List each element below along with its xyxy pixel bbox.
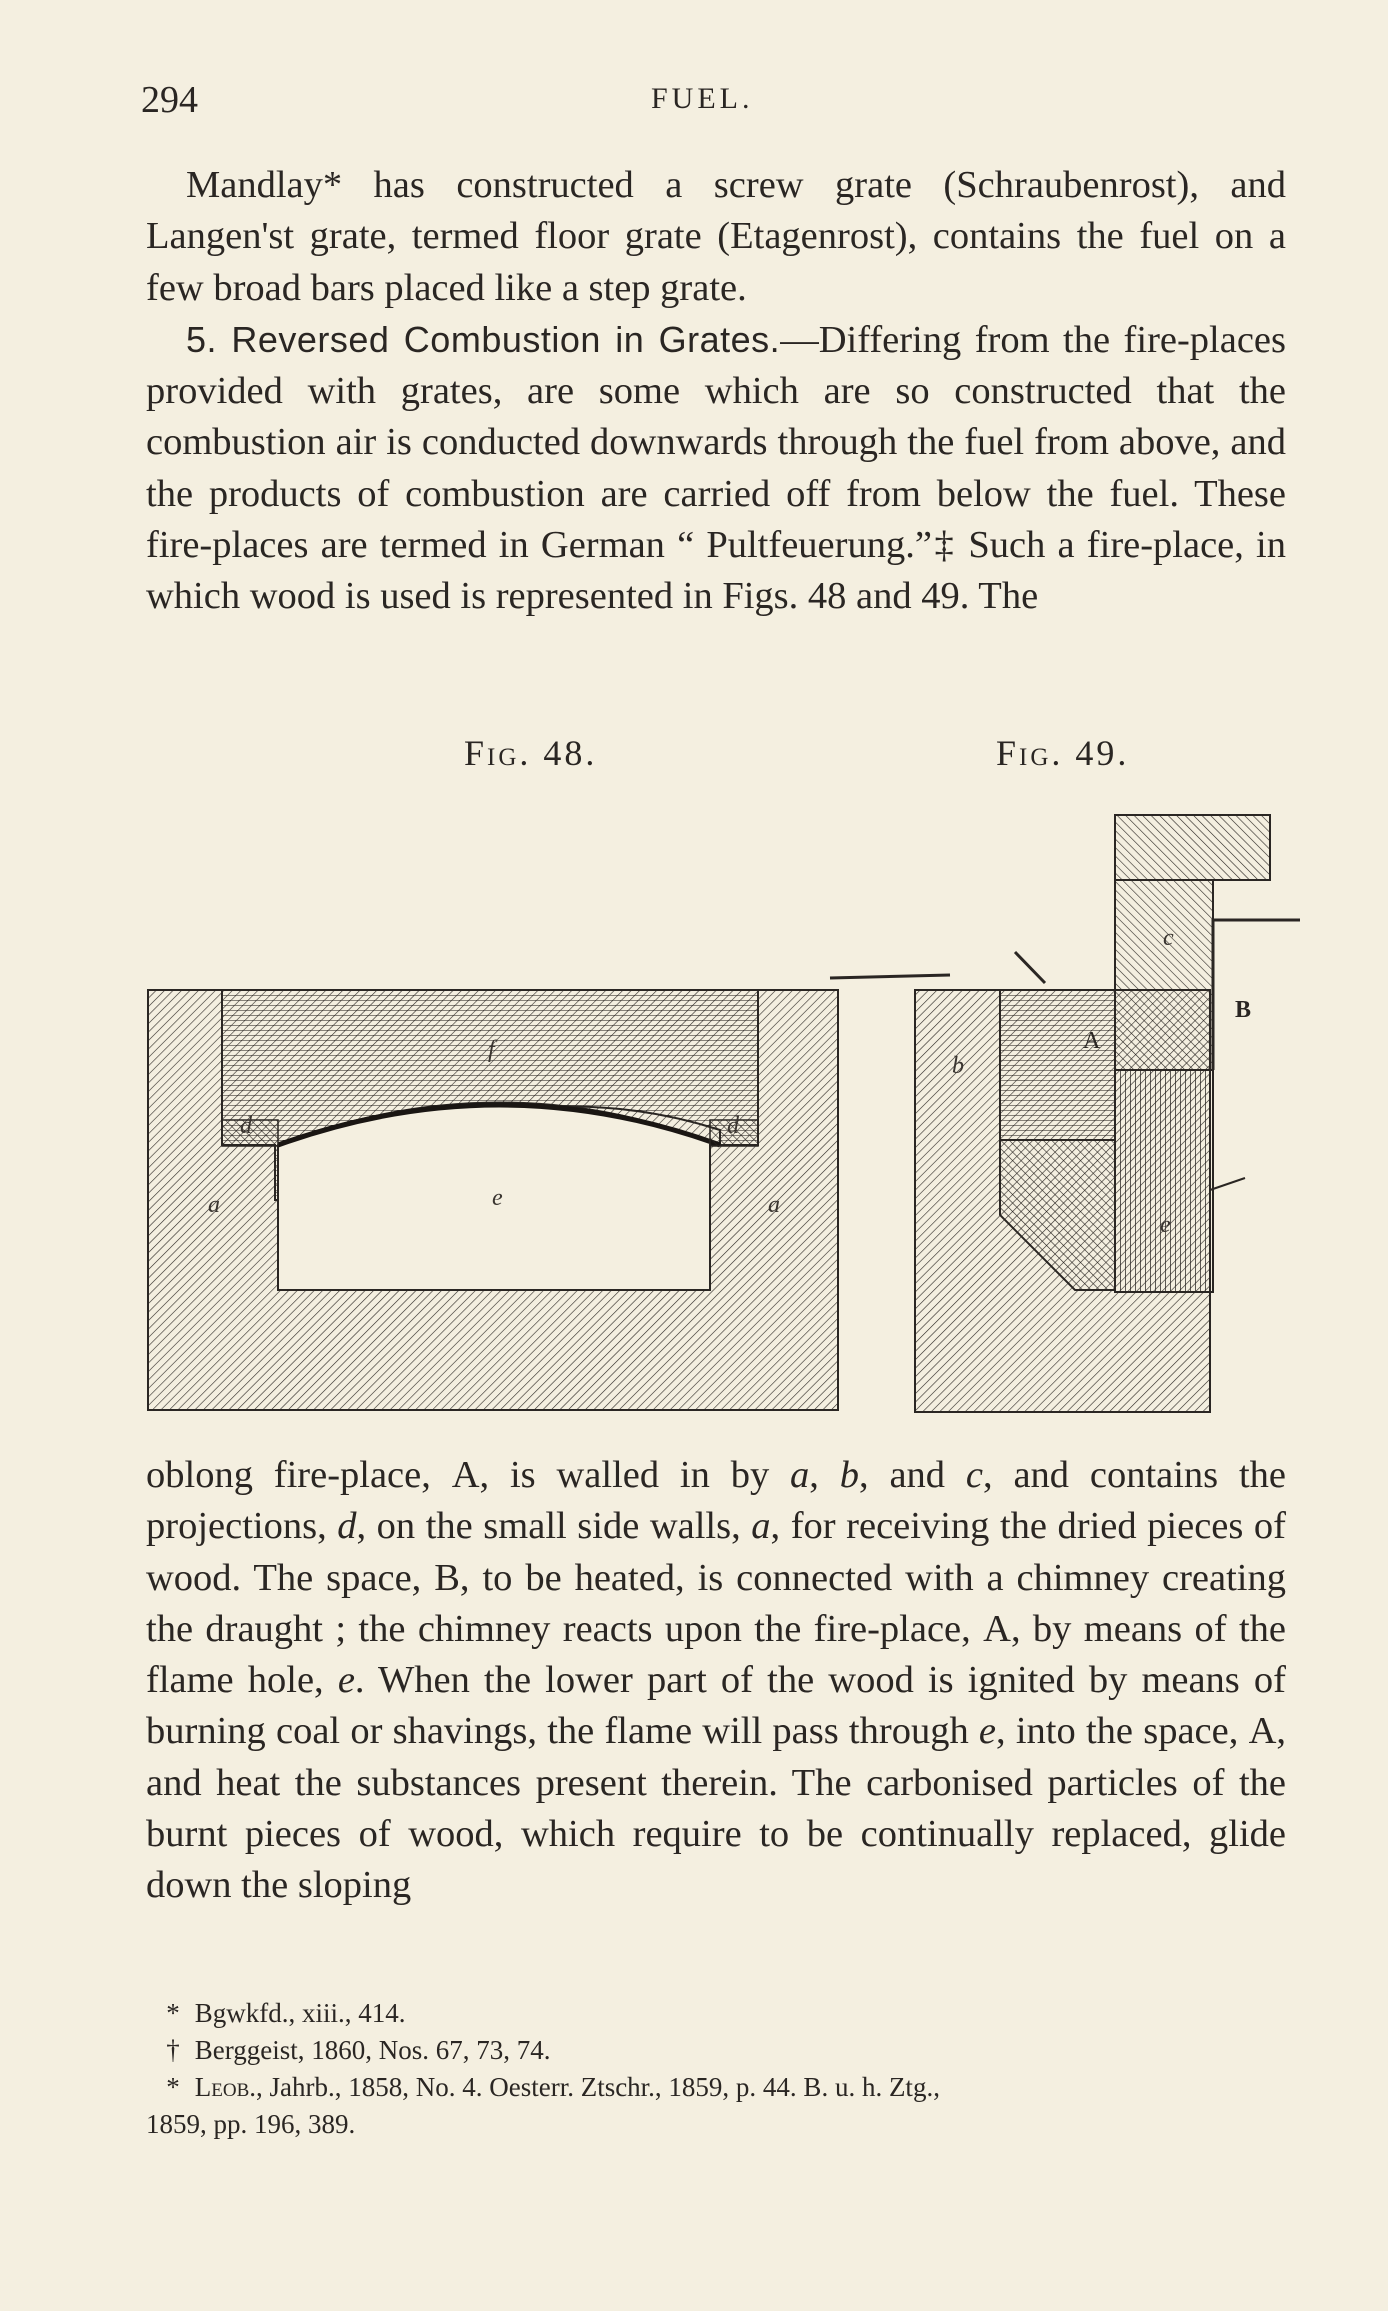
fig49-label-c: c xyxy=(1163,925,1174,951)
fig49-pointer xyxy=(1015,952,1045,983)
ref-B: B xyxy=(434,1556,460,1599)
ref-a: a xyxy=(790,1454,810,1496)
text-run: , for receiving the dried pieces of wood. The space, xyxy=(146,1505,1286,1599)
fig49-chimney-top xyxy=(1115,815,1270,880)
fig49-caption: Fig. 49. xyxy=(996,733,1130,773)
footnote-3-continued: 1859, pp. 196, 389. xyxy=(146,2109,356,2139)
fig48-label-a-right: a xyxy=(768,1192,780,1218)
fig-connector-line xyxy=(830,975,950,978)
paragraph-2-body: —Differing from the fire-places provided with grates, are some which are so constructed that the combustion air is conducted downwards through the fuel from above, and the products of combustion are carried off from below the fuel. These fire-places are termed in German “ Pultfeuerung.”‡ Such a fire-place, in which wood is used is represented in Figs. 48 and 49. The xyxy=(146,318,1286,618)
ref-d: d xyxy=(337,1505,357,1548)
fig49-label-B: B xyxy=(1235,997,1252,1023)
fig49-arrow xyxy=(1210,1178,1245,1190)
footnote-mark: * xyxy=(166,2072,180,2102)
footnote-1 xyxy=(146,1995,1296,2032)
ref-A: A xyxy=(1248,1710,1277,1753)
text-run: , and heat the substances present therein. The carbonised particles of the burnt pieces of wood, which require to be continually replaced, glide down the sloping xyxy=(146,1710,1286,1907)
footnote-text: , Jahrb., 1858, No. 4. Oesterr. Ztschr., 1859, p. 44. B. u. h. Ztg., xyxy=(256,2072,940,2102)
fig48-label-f: f xyxy=(488,1037,495,1063)
text-run: , into the space, xyxy=(996,1710,1249,1753)
upper-text-block xyxy=(146,160,1286,623)
page-number: 294 xyxy=(141,79,198,121)
paragraph-1: Mandlay* has constructed a screw grate (Schraubenrost), and Langen'st grate, termed floor grate (Etagenrost), contains the fuel on a few broad bars placed like a step grate. xyxy=(146,164,1286,309)
fig49-label-b: b xyxy=(952,1053,964,1079)
fig49-flame-hole xyxy=(1115,1070,1213,1292)
page-header xyxy=(141,78,1291,128)
fig49-chimney-c xyxy=(1115,880,1213,1070)
fig48-label-d-right: d xyxy=(727,1113,739,1139)
section-heading: 5. Reversed Combustion in Grates. xyxy=(186,318,781,360)
footnote-abbrev: Leob. xyxy=(194,2072,256,2102)
text-run: oblong fire-place, xyxy=(146,1454,452,1496)
fig49-space-b-wall xyxy=(1213,920,1300,1070)
fig48-drawing xyxy=(148,990,838,1410)
text-run: , to be heated, is connected with a chimney creating the draught ; the chimney reacts upon the fire-place, xyxy=(146,1556,1286,1650)
text-run: , is walled in by xyxy=(479,1454,791,1496)
footnote-text: Bgwkfd., xiii., 414. xyxy=(194,1998,406,2028)
text-run: , on the small side walls, xyxy=(356,1505,752,1548)
footnote-2 xyxy=(146,2032,1296,2069)
ref-c: c xyxy=(965,1454,983,1496)
running-title: FUEL. xyxy=(651,82,754,115)
figures-illustration xyxy=(100,800,1300,1440)
footnote-3 xyxy=(146,2069,1296,2106)
fig48-label-e: e xyxy=(492,1185,503,1211)
fig48-label-d-left: d xyxy=(240,1113,252,1139)
footnote-mark: * xyxy=(166,1998,180,2028)
footnote-mark: † xyxy=(166,2035,180,2065)
fig49-drawing xyxy=(915,815,1300,1412)
ref-A: A xyxy=(451,1454,480,1496)
text-run: , by means of the flame hole, xyxy=(146,1607,1286,1702)
ref-A: A xyxy=(983,1607,1011,1650)
ref-b: b xyxy=(839,1454,860,1496)
text-run: , and contains the projections, xyxy=(146,1454,1287,1548)
footnotes xyxy=(146,1995,1296,2143)
paragraph-2 xyxy=(146,314,1286,623)
fig49-label-A: A xyxy=(1083,1028,1101,1054)
ref-e: e xyxy=(978,1710,997,1753)
ref-a: a xyxy=(751,1505,771,1548)
fig48-caption: Fig. 48. xyxy=(464,733,598,773)
fig48-label-a-left: a xyxy=(208,1192,220,1218)
fig49-label-e: e xyxy=(1160,1212,1171,1238)
footnote-text: Berggeist, 1860, Nos. 67, 73, 74. xyxy=(194,2035,551,2065)
text-run: . When the lower part of the wood is ignited by means of burning coal or shavings, the flame will pass through xyxy=(146,1659,1286,1753)
ref-e: e xyxy=(337,1659,355,1702)
paragraph-3: oblong fire-place, A, is walled in by a, b, and c, and contains the projections, d, on the small side walls, a, for receiving the dried pieces of wood. The space, B, to be heated, is connected with a chimney creating the draught ; the chimney reacts upon the fire-place, A, by means of the flame hole, e. When the lower part of the wood is ignited by means of burning coal or shavings, the flame will pass through e, into the space, A, and heat the substances present therein. The carbonised particles of the burnt pieces of wood, which require to be continually replaced, glide down the sloping xyxy=(146,1454,1287,1907)
fig49-fireplace-a xyxy=(1000,990,1115,1140)
lower-text-block xyxy=(146,1450,1286,1912)
